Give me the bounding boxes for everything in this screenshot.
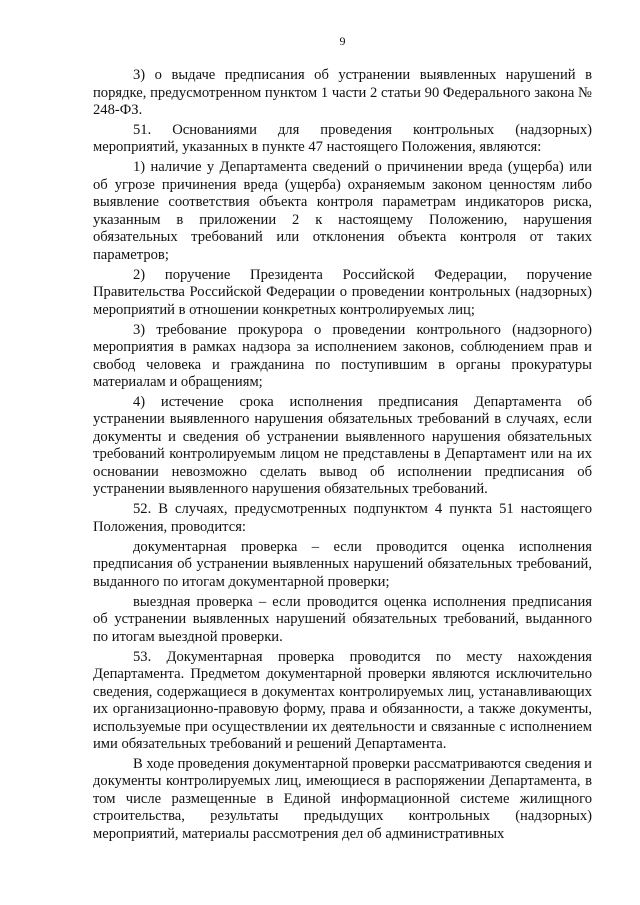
paragraph-51-grounds: 51. Основаниями для проведения контрольных (надзорных) мероприятий, указанных в пункте 47 настоящего Положения, являются: [93,121,592,156]
page-number: 9 [339,34,346,48]
paragraph-52-documentary-check: документарная проверка – если проводится оценка исполнения предписания об устранении выявленных нарушений обязательных требований, выданного по итогам документарной проверки; [93,538,592,590]
paragraph-51-item-2: 2) поручение Президента Российской Федерации, поручение Правительства Российской Федерации о проведении контрольных (надзорных) мероприятий в отношении конкретных контролируемых лиц; [93,266,592,318]
document-body [93,67,592,843]
paragraph-3-order: 3) о выдаче предписания об устранении выявленных нарушений в порядке, предусмотренном пунктом 1 части 2 статьи 90 Федерального закона № 248-ФЗ. [93,67,592,118]
paragraph-51-item-4: 4) истечение срока исполнения предписания Департамента об устранении выявленного нарушения обязательных требований в случаях, если документы и сведения об устранении выявленного нарушения обязательных требований контролируемым лицом не представлены в Департамент или на их основании невозможно сделать вывод об исполнении предписания об устранении выявленного нарушения обязательных требований. [93,393,592,498]
paragraph-51-item-3: 3) требование прокурора о проведении контрольного (надзорного) мероприятия в рамках надзора за исполнением законов, соблюдением прав и свобод человека и гражданина по поступившим в органы прокуратуры материалам и обращениям; [93,321,592,391]
paragraph-51-item-1: 1) наличие у Департамента сведений о причинении вреда (ущерба) или об угрозе причинения вреда (ущерба) охраняемым законом ценностям либо выявление соответствия объекта контроля параметрам индикаторов риска, указанным в приложении 2 к настоящему Положению, нарушения обязательных требований или отклонения объекта контроля от таких параметров; [93,159,592,263]
paragraph-53: 53. Документарная проверка проводится по месту нахождения Департамента. Предметом документарной проверки являются исключительно сведения, содержащиеся в документах контролируемых лиц, устанавливающих их организационно-правовую форму, права и обязанности, а также документы, используемые при осуществлении их деятельности и связанные с исполнением ими обязательных требований и решений Департамента. [93,648,592,753]
paragraph-53-continued: В ходе проведения документарной проверки рассматриваются сведения и документы контролируемых лиц, имеющиеся в распоряжении Департамента, в том числе размещенные в Единой информационной системе жилищного строительства, результаты предыдущих контрольных (надзорных) мероприятий, материалы рассмотрения дел об административных [93,755,592,842]
paragraph-52: 52. В случаях, предусмотренных подпунктом 4 пункта 51 настоящего Положения, проводится: [93,501,592,535]
paragraph-52-onsite-check: выездная проверка – если проводится оценка исполнения предписания об устранении выявленных нарушений обязательных требований, выданного по итогам выездной проверки. [93,593,592,645]
